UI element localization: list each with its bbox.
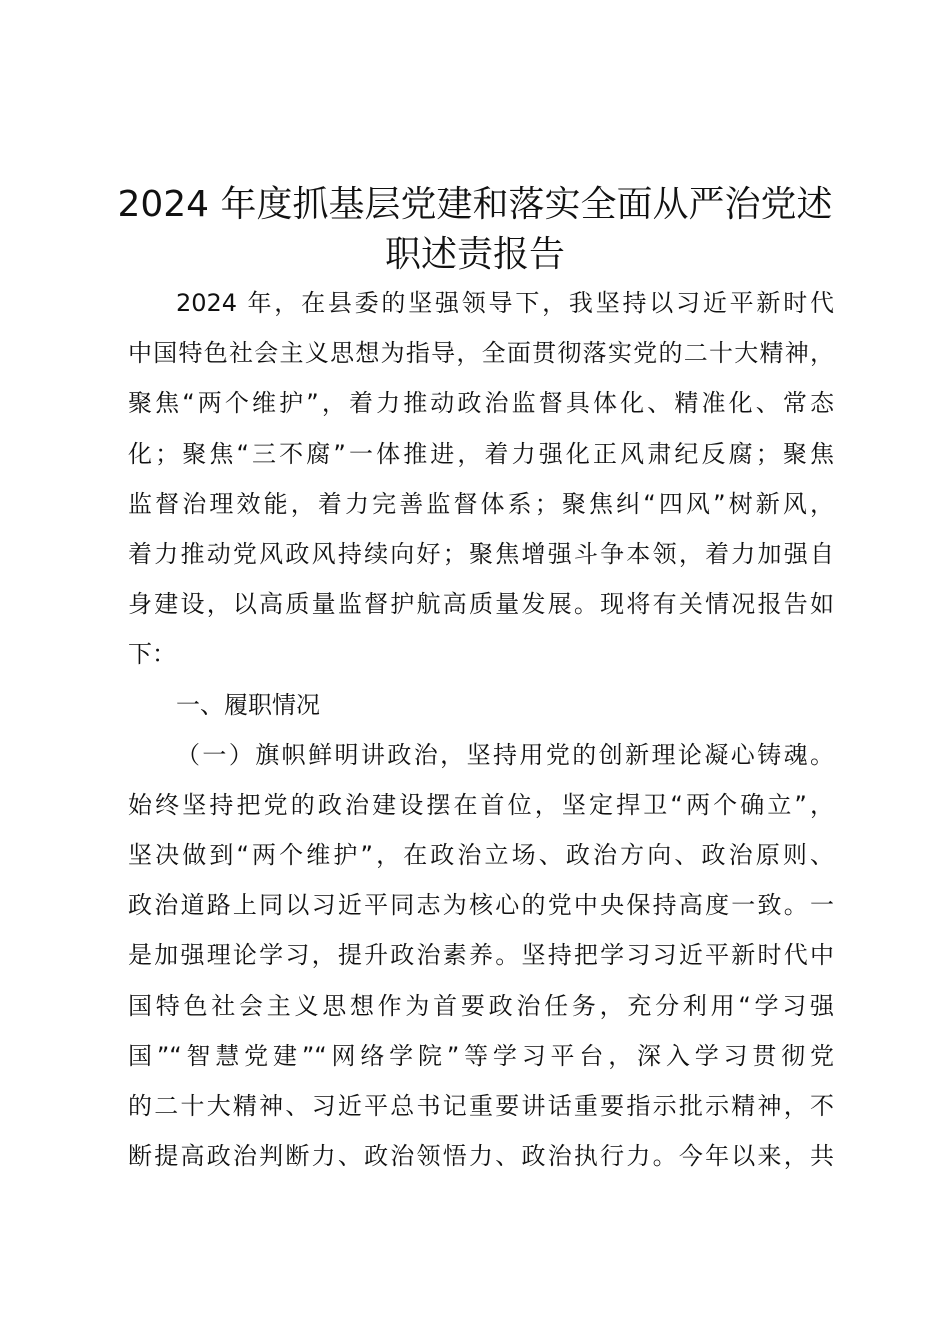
- body-line: 一、履职情况: [176, 690, 320, 719]
- body-line: 身建设，以高质量监督护航高质量发展。现将有关情况报告如: [128, 590, 834, 619]
- body-line: 国特色社会主义思想作为首要政治任务，充分利用“学习强: [128, 991, 834, 1020]
- body-line: 是加强理论学习，提升政治素养。坚持把学习习近平新时代中: [128, 941, 834, 970]
- body-line: 聚焦“两个维护”，着力推动政治监督具体化、精准化、常态: [128, 389, 834, 418]
- body-line: 下：: [128, 640, 176, 669]
- body-line: 的二十大精神、习近平总书记重要讲话重要指示批示精神，不: [128, 1092, 834, 1120]
- body-line: （一）旗帜鲜明讲政治，坚持用党的创新理论凝心铸魂。: [176, 740, 834, 769]
- body-line: 监督治理效能，着力完善监督体系；聚焦纠“四风”树新风，: [128, 489, 834, 518]
- body-line: 2024 年，在县委的坚强领导下，我坚持以习近平新时代: [176, 289, 834, 317]
- body-line: 始终坚持把党的政治建设摆在首位，坚定捍卫“两个确立”，: [128, 790, 834, 819]
- title-line-2: 职述责报告: [384, 234, 565, 275]
- body-line: 中国特色社会主义思想为指导，全面贯彻落实党的二十大精神，: [128, 339, 834, 368]
- body-line: 化；聚焦“三不腐”一体推进，着力强化正风肃纪反腐；聚焦: [128, 439, 834, 468]
- body-line: 国”“智慧党建”“网络学院”等学习平台，深入学习贯彻党: [128, 1041, 834, 1070]
- title-line-1: 2024 年度抓基层党建和落实全面从严治党述: [117, 184, 833, 225]
- body-line: 政治道路上同以习近平同志为核心的党中央保持高度一致。一: [128, 891, 834, 920]
- body-line: 断提高政治判断力、政治领悟力、政治执行力。今年以来，共: [128, 1142, 834, 1171]
- document-body: [128, 278, 834, 1181]
- body-line: 坚决做到“两个维护”，在政治立场、政治方向、政治原则、: [128, 841, 834, 870]
- body-line: 着力推动党风政风持续向好；聚焦增强斗争本领，着力加强自: [128, 539, 834, 568]
- document-title: [110, 180, 840, 280]
